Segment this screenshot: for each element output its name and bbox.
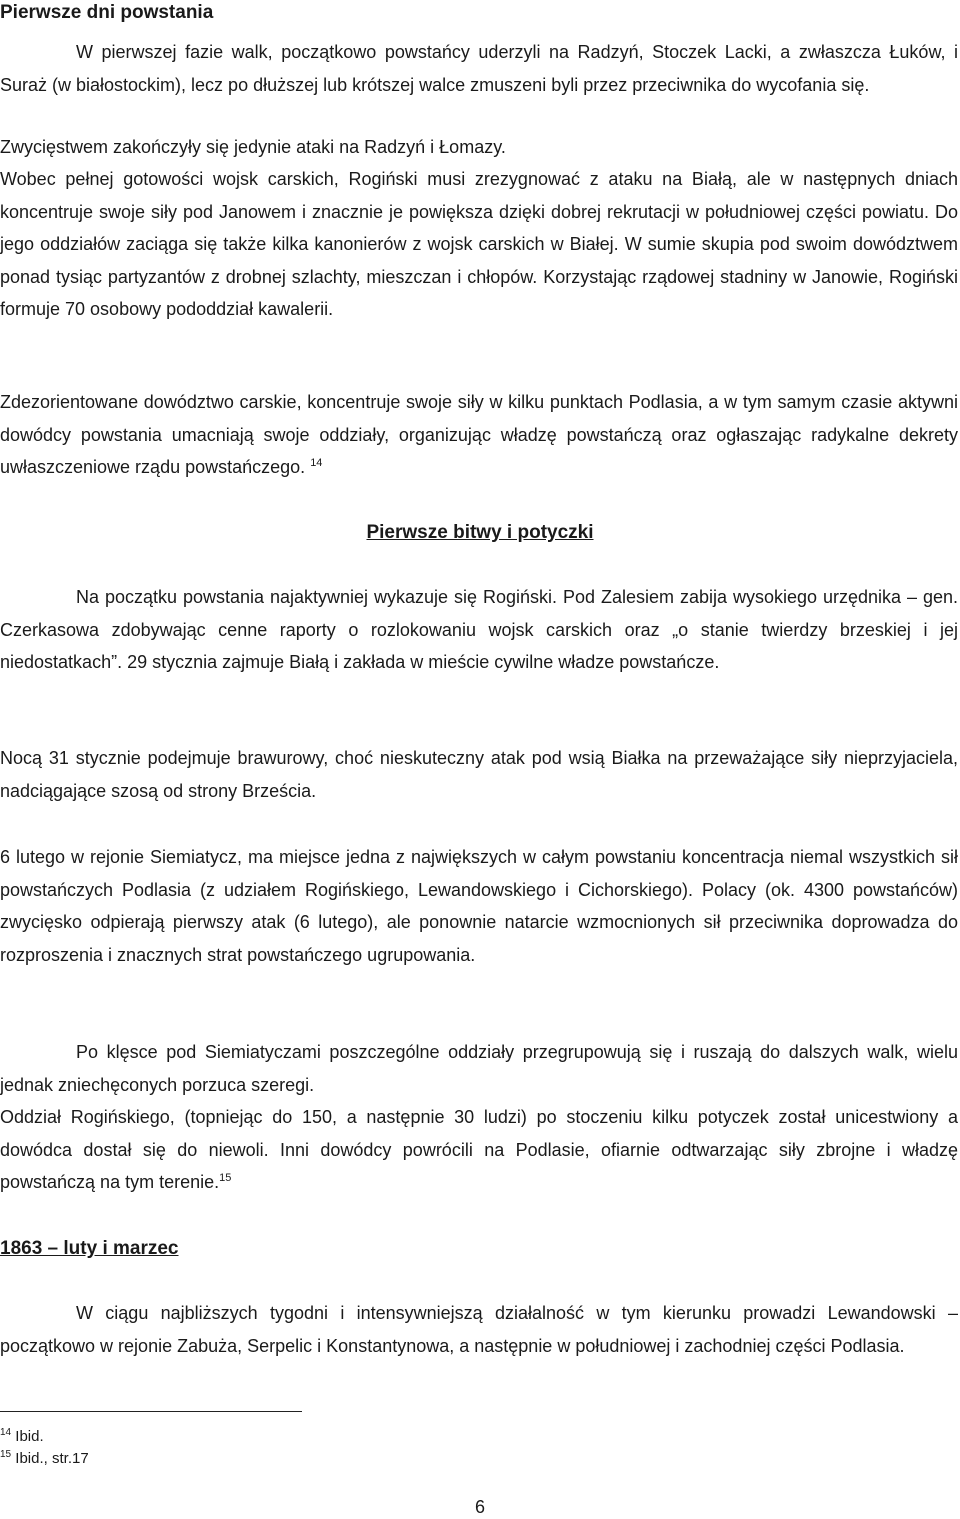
footnote [0, 1427, 44, 1447]
paragraph: Na początku powstania najaktywniej wykazuje się Rogiński. Pod Zalesiem zabija wysokiego urzędnika – gen. Czerkasowa zdobywając cenne raporty o rozlokowaniu wojsk carskich oraz „o stanie twierdzy brzeskiej i jej niedostatkach”. 29 stycznia zajmuje Białą i zakłada w mieście cywilne władze powstańcze. [0, 587, 958, 672]
paragraph: W ciągu najbliższych tygodni i intensywniejszą działalność w tym kierunku prowadzi Lewandowski – początkowo w rejonie Zabuża, Serpelic i Konstantynowa, a następnie w południowej i zachodniej części Podlasia. [0, 1303, 958, 1356]
paragraph-text: Oddział Rogińskiego, (topniejąc do 150, a następnie 30 ludzi) po stoczeniu kilku potyczek został unicestwiony a dowódca dostał się do niewoli. Inni dowódcy powrócili na Podlasie, ofiarnie odtwarzając siły zbrojne i władzę powstańczą na tym terenie. [0, 1107, 958, 1192]
paragraph: W pierwszej fazie walk, początkowo powstańcy uderzyli na Radzyń, Stoczek Lacki, a zwłaszcza Łuków, i Suraż (w białostockim), lecz po dłuższej lub krótszej walce zmuszeni byli przez przeciwnika do wycofania się. [0, 42, 958, 95]
paragraph: 6 lutego w rejonie Siemiatycz, ma miejsce jedna z największych w całym powstaniu koncentracja niemal wszystkich sił powstańczych Podlasia (z udziałem Rogińskiego, Lewandowskiego i Cichorskiego). Polacy (ok. 4300 powstańców) zwycięsko odpierają pierwszy atak (6 lutego), ale ponownie natarcie wzmocnionych sił przeciwnika doprowadza do rozproszenia i znacznych strat powstańczego ugrupowania. [0, 847, 958, 965]
footnote [0, 1449, 89, 1469]
section-heading: 1863 – luty i marzec [0, 1238, 179, 1259]
footnote-text: Ibid. [15, 1428, 44, 1445]
footnote-text: Ibid., str.17 [15, 1450, 89, 1467]
paragraph [0, 386, 958, 484]
paragraph: Wobec pełnej gotowości wojsk carskich, Rogiński musi zrezygnować z ataku na Białą, ale w następnych dniach koncentruje swoje siły pod Janowem i znacznie je powiększa dzięki dobrej rekrutacji w południowej części powiatu. Do jego oddziałów zaciąga się także kilka kanonierów z wojsk carskich w Białej. W sumie skupia pod swoim dowództwem ponad tysiąc partyzantów z drobnej szlachty, mieszczan i chłopów. Korzystając rządowej stadniny w Janowie, Rogiński formuje 70 osobowy pododdział kawalerii. [0, 169, 958, 319]
paragraph-text: Zdezorientowane dowództwo carskie, koncentruje swoje siły w kilku punktach Podlasia, a w tym samym czasie aktywni dowódcy powstania umacniają swoje oddziały, organizując władzę powstańczą oraz ogłaszając radykalne dekrety uwłaszczeniowe rządu powstańczego. [0, 392, 958, 477]
footnote-ref: 14 [310, 457, 323, 469]
footnote-separator [0, 1411, 302, 1412]
section-heading: Pierwsze bitwy i potyczki [366, 522, 594, 543]
paragraph [0, 1101, 958, 1199]
section-title: Pierwsze dni powstania [0, 2, 214, 23]
paragraph: Po klęsce pod Siemiatyczami poszczególne oddziały przegrupowują się i ruszają do dalszych walk, wielu jednak zniechęconych porzuca szeregi. [0, 1042, 958, 1095]
page-number: 6 [474, 1497, 485, 1517]
footnote-ref: 15 [219, 1172, 232, 1184]
footnote-number: 15 [0, 1449, 12, 1460]
footnote-number: 14 [0, 1427, 12, 1438]
paragraph: Nocą 31 stycznie podejmuje brawurowy, choć nieskuteczny atak pod wsią Białka na przeważające siły nieprzyjaciela, nadciągające szosą od strony Brześcia. [0, 748, 958, 801]
paragraph: Zwycięstwem zakończyły się jedynie ataki na Radzyń i Łomazy. [0, 137, 506, 157]
